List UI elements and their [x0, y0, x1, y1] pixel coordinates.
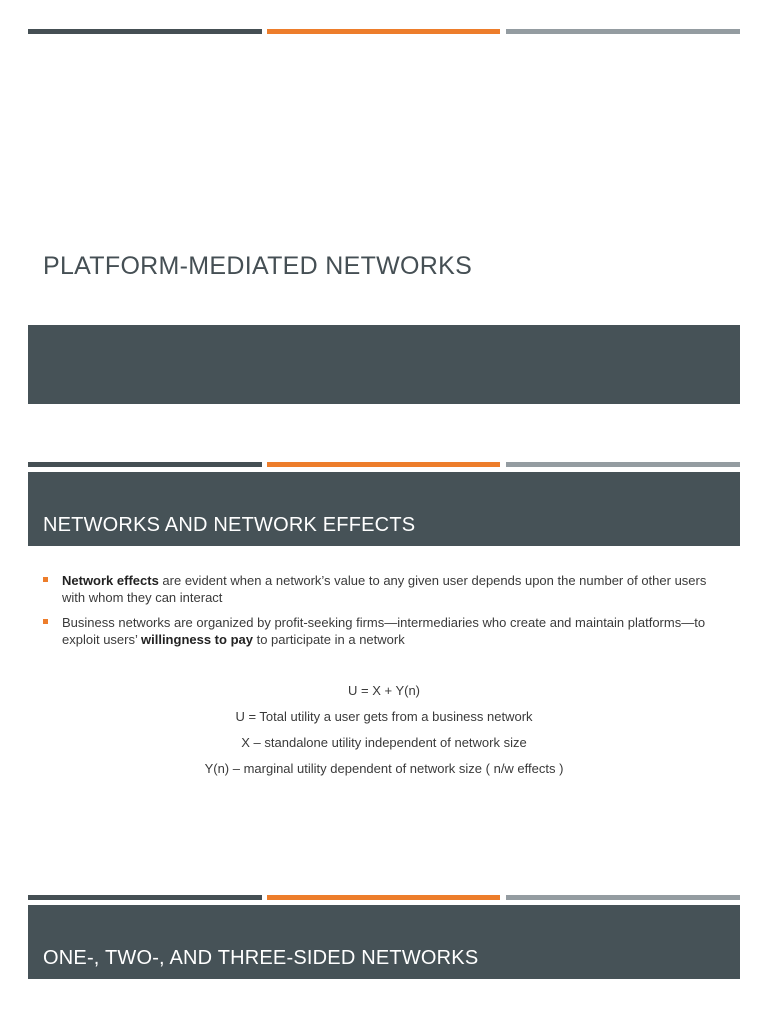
- slide1-accent-bars: [28, 29, 740, 34]
- slide1-dark-band: [28, 325, 740, 404]
- bullet-network-effects: [43, 572, 733, 606]
- accent-bar-dark: [28, 895, 262, 900]
- accent-bar-orange: [267, 895, 500, 900]
- accent-bar-grey: [506, 462, 740, 467]
- slide2-bullet-list: [43, 572, 733, 656]
- slide2-accent-bars: [28, 462, 740, 467]
- accent-bar-orange: [267, 29, 500, 34]
- bullet2-post: to participate in a network: [252, 632, 405, 647]
- slide3-accent-bars: [28, 895, 740, 900]
- bullet2-bold: willingness to pay: [141, 632, 253, 647]
- slide3-title-band: [28, 905, 740, 979]
- accent-bar-grey: [506, 29, 740, 34]
- formula-line-4: Y(n) – marginal utility dependent of network size ( n/w effects ): [204, 761, 564, 776]
- formula-line-1: U = X + Y(n): [347, 683, 420, 698]
- bullet-square-icon: [43, 577, 48, 582]
- slide2-title-band: [28, 472, 740, 546]
- formula-line-2: U = Total utility a user gets from a business network: [235, 709, 533, 724]
- accent-bar-dark: [28, 462, 262, 467]
- accent-bar-grey: [506, 895, 740, 900]
- bullet-business-networks: [43, 614, 733, 648]
- bullet2-pre: Business networks are organized by profit-seeking firms—intermediaries who create and maintain platforms—to exploit users’: [62, 615, 706, 647]
- bullet1-bold: Network effects: [62, 573, 159, 588]
- slide1-title: PLATFORM-MEDIATED NETWORKS: [43, 252, 473, 280]
- formula-line-3: X – standalone utility independent of network size: [241, 735, 527, 750]
- slide3-title: ONE-, TWO-, AND THREE-SIDED NETWORKS: [43, 947, 479, 969]
- slide2-title: NETWORKS AND NETWORK EFFECTS: [43, 514, 416, 536]
- bullet1-text: are evident when a network’s value to any given user depends upon the number of other users with whom they can interact: [62, 573, 707, 605]
- accent-bar-orange: [267, 462, 500, 467]
- accent-bar-dark: [28, 29, 262, 34]
- bullet-square-icon: [43, 619, 48, 624]
